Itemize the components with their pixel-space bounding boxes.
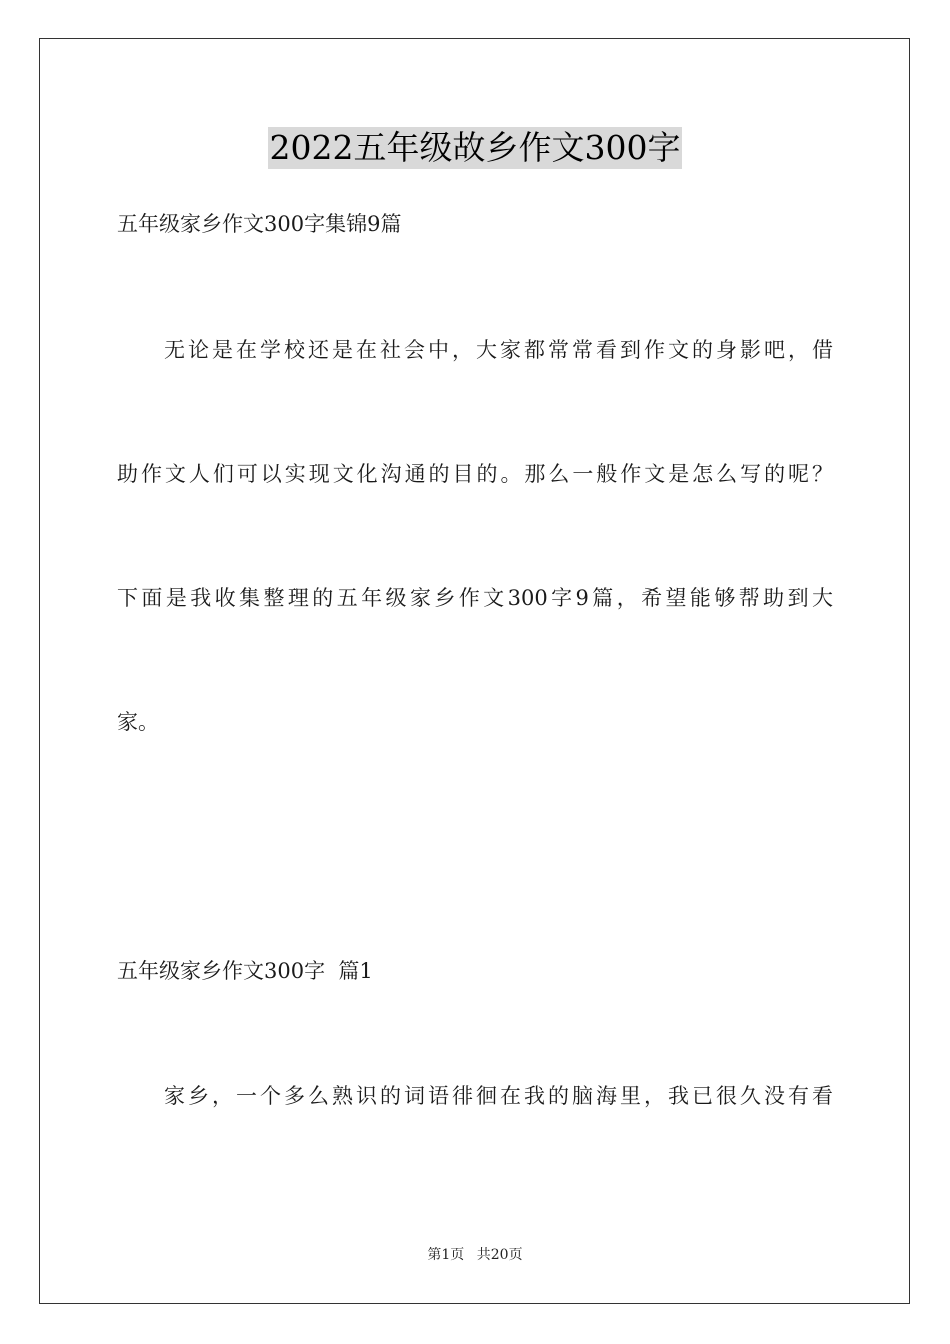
page-footer — [0, 1246, 950, 1264]
paragraph-line: 无论是在学校还是在社会中，大家都常常看到作文的身影吧，借 — [164, 338, 833, 362]
document-subtitle: 五年级家乡作文300字集锦9篇 — [117, 212, 402, 236]
paragraph-line: 下面是我收集整理的五年级家乡作文300字9篇，希望能够帮助到大 — [117, 586, 833, 610]
paragraph-line: 家乡，一个多么熟识的词语徘徊在我的脑海里，我已很久没有看 — [164, 1084, 833, 1108]
page-total: 共20页 — [476, 1247, 523, 1263]
paragraph-line: 家。 — [117, 710, 159, 734]
paragraph-line: 助作文人们可以实现文化沟通的目的。那么一般作文是怎么写的呢？ — [117, 462, 833, 486]
title-container — [0, 127, 950, 169]
document-title: 2022五年级故乡作文300字 — [269, 128, 681, 167]
page-number: 第1页 — [427, 1247, 465, 1263]
section-heading: 五年级家乡作文300字 篇1 — [117, 959, 373, 983]
